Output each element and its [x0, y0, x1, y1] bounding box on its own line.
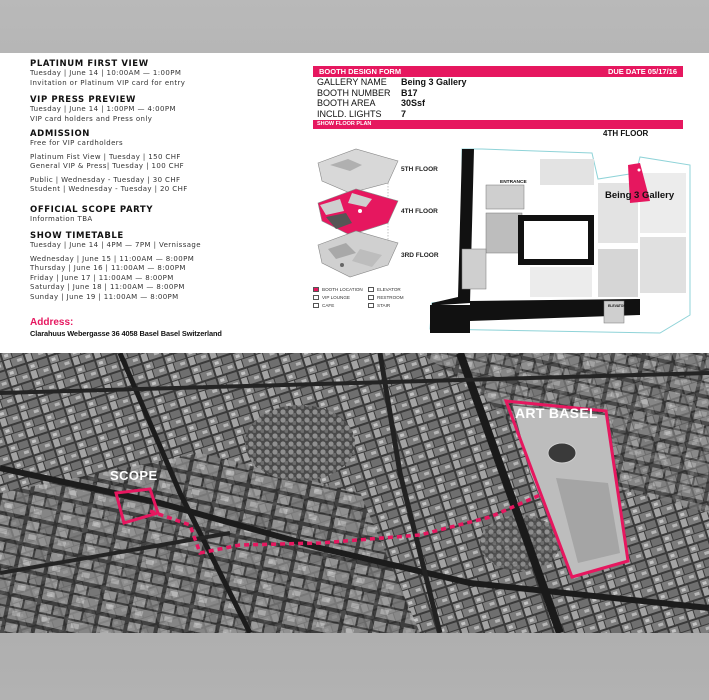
section-line: VIP card holders and Press only — [30, 114, 153, 123]
section-line: Invitation or Platinum VIP card for entry — [30, 78, 186, 87]
form-value: B17 — [401, 87, 418, 98]
section-line: Public | Wednesday - Tuesday | 30 CHF — [30, 175, 181, 184]
stair-icon — [368, 303, 374, 308]
fourth-floor-label: 4TH FLOOR — [401, 208, 438, 215]
form-title: BOOTH DESIGN FORM — [319, 67, 402, 76]
section-line: Tuesday | June 14 | 4PM — 7PM | Vernissage — [30, 241, 201, 249]
due-date: DUE DATE 05/17/16 — [607, 67, 677, 76]
gallery-marker-label: Being 3 Gallery — [605, 190, 675, 201]
art-basel-label: ART BASEL — [515, 405, 598, 421]
section-line: Student | Wednesday - Tuesday | 20 CHF — [30, 185, 188, 193]
section-title: PLATINUM FIRST VIEW — [30, 59, 149, 69]
aerial-map-graphic — [0, 353, 709, 633]
legend-stair: STAIR — [368, 303, 390, 308]
section-line: Platinum Fist View | Tuesday | 150 CHF — [30, 152, 181, 161]
address-value: Clarahuus Webergasse 36 4058 Basel Basel Switzerland — [30, 329, 222, 338]
section-line: Wednesday | June 15 | 11:00AM — 8:00PM — [30, 254, 195, 263]
floor-5-iso — [318, 149, 398, 193]
legend-cafe: CAFE — [313, 303, 334, 308]
fifth-floor-label: 5TH FLOOR — [401, 166, 438, 173]
section-line: Friday | June 17 | 11:00AM — 8:00PM — [30, 273, 174, 282]
section-line: Sunday | June 19 | 11:00AM — 8:00PM — [30, 292, 179, 301]
section-line: Tuesday | June 14 | 1:00PM — 4:00PM — [30, 105, 176, 113]
brochure-sheet — [0, 53, 709, 633]
form-label: INCLD. LIGHTS — [317, 108, 382, 119]
cafe-icon — [313, 303, 319, 308]
aerial-map — [0, 353, 709, 633]
show-floor-plan-bar[interactable]: SHOW FLOOR PLAN — [313, 120, 683, 129]
legend-elevator: ELEVATOR — [368, 287, 401, 292]
section-line: General VIP & Press| Tuesday | 100 CHF — [30, 162, 185, 170]
section-title: ADMISSION — [30, 129, 91, 139]
legend-booth-location: BOOTH LOCATION — [313, 287, 363, 292]
form-label: GALLERY NAME — [317, 77, 387, 87]
third-floor-label: 3RD FLOOR — [401, 252, 439, 259]
entrance-label: ENTRANCE — [500, 180, 527, 185]
floor-4-iso — [318, 189, 398, 235]
legend-vip-lounge: VIP LOUNGE — [313, 295, 350, 300]
plan-title: 4TH FLOOR — [603, 129, 649, 138]
section-line: Tuesday | June 14 | 10:00AM — 1:00PM — [30, 69, 182, 77]
section-line: Free for VIP cardholders — [30, 139, 124, 147]
section-line: Information TBA — [30, 215, 93, 223]
section-line: Saturday | June 18 | 11:00AM — 8:00PM — [30, 283, 185, 291]
scope-label: SCOPE — [110, 468, 158, 483]
section-title: OFFICIAL SCOPE PARTY — [30, 205, 154, 215]
elevator-tag: ELEVATOR — [608, 304, 626, 308]
legend-restroom: RESTROOM — [368, 295, 404, 300]
form-value: 7 — [401, 108, 407, 119]
vip-lounge-icon — [313, 295, 319, 300]
floor-plan-diagram — [0, 53, 709, 353]
section-title: VIP PRESS PREVIEW — [30, 95, 137, 105]
address-title: Address: — [30, 317, 74, 328]
form-value: Being 3 Gallery — [401, 77, 467, 87]
section-title: SHOW TIMETABLE — [30, 231, 124, 241]
elevator-icon — [368, 287, 374, 292]
section-line: Thursday | June 16 | 11:00AM — 8:00PM — [30, 264, 186, 272]
restroom-icon — [368, 295, 374, 300]
booth-location-icon — [313, 287, 319, 292]
form-label: BOOTH AREA — [317, 98, 376, 108]
floor-3-iso — [318, 231, 398, 277]
fourth-floor-plan — [430, 149, 690, 333]
form-value: 30Ssf — [401, 98, 426, 108]
form-label: BOOTH NUMBER — [317, 87, 391, 98]
